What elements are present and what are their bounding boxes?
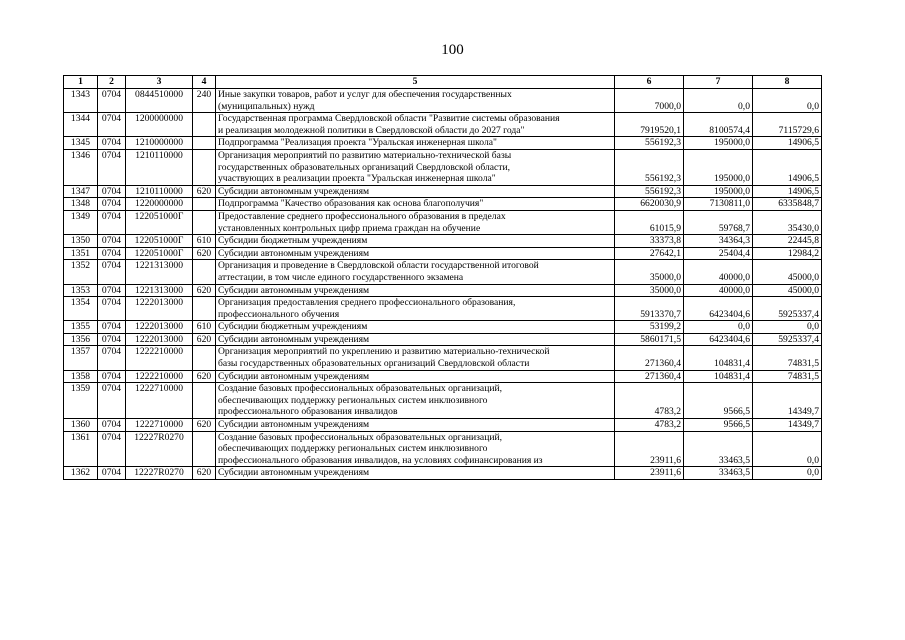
expense-type-cell — [193, 383, 216, 419]
amount-year1-cell: 23911,6 — [615, 431, 684, 467]
table-row — [64, 235, 822, 248]
header-cell: 6 — [615, 76, 684, 89]
amount-year1-cell: 7000,0 — [615, 89, 684, 113]
row-number-cell: 1358 — [64, 370, 98, 383]
amount-year2-cell: 33463,5 — [684, 431, 753, 467]
expense-type-cell: 620 — [193, 467, 216, 480]
row-number-cell: 1346 — [64, 149, 98, 185]
target-article-cell: 12227R0270 — [126, 431, 193, 467]
amount-year3-cell: 74831,5 — [753, 370, 822, 383]
amount-year2-cell: 8100574,4 — [684, 113, 753, 137]
amount-year1-cell: 33373,8 — [615, 235, 684, 248]
target-article-cell: 1222710000 — [126, 419, 193, 432]
table-row — [64, 198, 822, 211]
expense-type-cell: 620 — [193, 247, 216, 260]
section-code-cell: 0704 — [98, 431, 126, 467]
table-row — [64, 89, 822, 113]
expense-type-cell: 620 — [193, 185, 216, 198]
expense-type-cell: 620 — [193, 419, 216, 432]
expense-type-cell: 620 — [193, 333, 216, 346]
row-number-cell: 1345 — [64, 137, 98, 150]
section-code-cell: 0704 — [98, 149, 126, 185]
section-code-cell: 0704 — [98, 113, 126, 137]
header-cell: 5 — [216, 76, 615, 89]
target-article-cell: 122051000Г — [126, 235, 193, 248]
amount-year1-cell: 556192,3 — [615, 137, 684, 150]
header-row — [64, 76, 822, 89]
target-article-cell: 1222210000 — [126, 370, 193, 383]
target-article-cell: 1200000000 — [126, 113, 193, 137]
amount-year3-cell: 0,0 — [753, 321, 822, 334]
target-article-cell: 1221313000 — [126, 260, 193, 284]
amount-year2-cell: 6423404,6 — [684, 333, 753, 346]
amount-year3-cell: 35430,0 — [753, 210, 822, 234]
amount-year2-cell: 9566,5 — [684, 383, 753, 419]
amount-year3-cell: 12984,2 — [753, 247, 822, 260]
amount-year3-cell: 14349,7 — [753, 383, 822, 419]
table-row — [64, 137, 822, 150]
amount-year3-cell: 14906,5 — [753, 149, 822, 185]
table-row — [64, 431, 822, 467]
row-number-cell: 1348 — [64, 198, 98, 211]
amount-year3-cell: 6335848,7 — [753, 198, 822, 211]
row-number-cell: 1351 — [64, 247, 98, 260]
section-code-cell: 0704 — [98, 137, 126, 150]
amount-year1-cell: 5860171,5 — [615, 333, 684, 346]
amount-year3-cell: 5925337,4 — [753, 297, 822, 321]
amount-year2-cell: 6423404,6 — [684, 297, 753, 321]
description-cell: Субсидии автономным учреждениям — [216, 419, 615, 432]
section-code-cell: 0704 — [98, 247, 126, 260]
budget-table — [63, 75, 822, 480]
table-row — [64, 467, 822, 480]
section-code-cell: 0704 — [98, 198, 126, 211]
table-row — [64, 333, 822, 346]
expense-type-cell: 610 — [193, 235, 216, 248]
section-code-cell: 0704 — [98, 370, 126, 383]
row-number-cell: 1359 — [64, 383, 98, 419]
row-number-cell: 1356 — [64, 333, 98, 346]
amount-year2-cell: 59768,7 — [684, 210, 753, 234]
description-cell: Предоставление среднего профессионального образования в пределах установленных контрольных цифр приема граждан на обучение — [216, 210, 615, 234]
target-article-cell: 1210110000 — [126, 149, 193, 185]
description-cell: Создание базовых профессиональных образовательных организаций, обеспечивающих поддержку региональных систем инклюзивного профессионального образования инвалидов, на условиях софинансирования из — [216, 431, 615, 467]
target-article-cell: 1222013000 — [126, 297, 193, 321]
expense-type-cell — [193, 260, 216, 284]
amount-year1-cell: 4783,2 — [615, 419, 684, 432]
table-row — [64, 370, 822, 383]
table-row — [64, 247, 822, 260]
section-code-cell: 0704 — [98, 321, 126, 334]
section-code-cell: 0704 — [98, 383, 126, 419]
amount-year1-cell: 5913370,7 — [615, 297, 684, 321]
target-article-cell: 122051000Г — [126, 210, 193, 234]
row-number-cell: 1352 — [64, 260, 98, 284]
description-cell: Субсидии автономным учреждениям — [216, 284, 615, 297]
amount-year3-cell: 7115729,6 — [753, 113, 822, 137]
target-article-cell: 1220000000 — [126, 198, 193, 211]
description-cell: Субсидии автономным учреждениям — [216, 247, 615, 260]
expense-type-cell: 620 — [193, 370, 216, 383]
header-cell: 2 — [98, 76, 126, 89]
table-row — [64, 383, 822, 419]
description-cell: Организация предоставления среднего профессионального образования, профессионального обучения — [216, 297, 615, 321]
description-cell: Создание базовых профессиональных образовательных организаций, обеспечивающих поддержку региональных систем инклюзивного профессионального образования инвалидов — [216, 383, 615, 419]
description-cell: Субсидии автономным учреждениям — [216, 467, 615, 480]
amount-year1-cell: 4783,2 — [615, 383, 684, 419]
row-number-cell: 1354 — [64, 297, 98, 321]
description-cell: Субсидии бюджетным учреждениям — [216, 321, 615, 334]
amount-year3-cell: 45000,0 — [753, 284, 822, 297]
amount-year3-cell: 14906,5 — [753, 185, 822, 198]
amount-year2-cell: 40000,0 — [684, 260, 753, 284]
row-number-cell: 1349 — [64, 210, 98, 234]
amount-year3-cell: 22445,8 — [753, 235, 822, 248]
amount-year2-cell: 7130811,0 — [684, 198, 753, 211]
table-row — [64, 321, 822, 334]
section-code-cell: 0704 — [98, 333, 126, 346]
section-code-cell: 0704 — [98, 235, 126, 248]
section-code-cell: 0704 — [98, 297, 126, 321]
table-row — [64, 149, 822, 185]
target-article-cell: 0844510000 — [126, 89, 193, 113]
section-code-cell: 0704 — [98, 467, 126, 480]
target-article-cell: 1210000000 — [126, 137, 193, 150]
amount-year3-cell: 0,0 — [753, 431, 822, 467]
description-cell: Организация и проведение в Свердловской области государственной итоговой аттестации, в том числе единого государственного экзамена — [216, 260, 615, 284]
row-number-cell: 1347 — [64, 185, 98, 198]
section-code-cell: 0704 — [98, 346, 126, 370]
amount-year3-cell: 74831,5 — [753, 346, 822, 370]
table-row — [64, 419, 822, 432]
section-code-cell: 0704 — [98, 210, 126, 234]
amount-year3-cell: 0,0 — [753, 89, 822, 113]
expense-type-cell — [193, 113, 216, 137]
amount-year2-cell: 195000,0 — [684, 149, 753, 185]
expense-type-cell — [193, 198, 216, 211]
target-article-cell: 1222710000 — [126, 383, 193, 419]
amount-year3-cell: 0,0 — [753, 467, 822, 480]
row-number-cell: 1357 — [64, 346, 98, 370]
amount-year2-cell: 9566,5 — [684, 419, 753, 432]
header-cell: 7 — [684, 76, 753, 89]
section-code-cell: 0704 — [98, 284, 126, 297]
expense-type-cell — [193, 137, 216, 150]
description-cell: Субсидии автономным учреждениям — [216, 333, 615, 346]
description-cell: Подпрограмма "Качество образования как основа благополучия" — [216, 198, 615, 211]
table-body — [64, 89, 822, 480]
header-cell: 3 — [126, 76, 193, 89]
table-row — [64, 260, 822, 284]
amount-year3-cell: 14906,5 — [753, 137, 822, 150]
description-cell: Субсидии бюджетным учреждениям — [216, 235, 615, 248]
amount-year2-cell: 34364,3 — [684, 235, 753, 248]
amount-year2-cell: 195000,0 — [684, 185, 753, 198]
amount-year1-cell: 6620030,9 — [615, 198, 684, 211]
expense-type-cell — [193, 149, 216, 185]
section-code-cell: 0704 — [98, 260, 126, 284]
amount-year1-cell: 271360,4 — [615, 370, 684, 383]
row-number-cell: 1343 — [64, 89, 98, 113]
amount-year1-cell: 27642,1 — [615, 247, 684, 260]
header-cell: 1 — [64, 76, 98, 89]
amount-year3-cell: 14349,7 — [753, 419, 822, 432]
description-cell: Подпрограмма "Реализация проекта "Уральская инженерная школа" — [216, 137, 615, 150]
amount-year1-cell: 556192,3 — [615, 149, 684, 185]
target-article-cell: 1221313000 — [126, 284, 193, 297]
row-number-cell: 1360 — [64, 419, 98, 432]
description-cell: Организация мероприятий по укреплению и развитию материально-технической базы государственных образовательных организаций Свердловской области — [216, 346, 615, 370]
row-number-cell: 1355 — [64, 321, 98, 334]
expense-type-cell — [193, 210, 216, 234]
amount-year1-cell: 556192,3 — [615, 185, 684, 198]
expense-type-cell: 620 — [193, 284, 216, 297]
target-article-cell: 12227R0270 — [126, 467, 193, 480]
target-article-cell: 122051000Г — [126, 247, 193, 260]
table-row — [64, 346, 822, 370]
header-cell: 8 — [753, 76, 822, 89]
amount-year2-cell: 195000,0 — [684, 137, 753, 150]
description-cell: Субсидии автономным учреждениям — [216, 370, 615, 383]
description-cell: Субсидии автономным учреждениям — [216, 185, 615, 198]
table-row — [64, 210, 822, 234]
amount-year1-cell: 53199,2 — [615, 321, 684, 334]
amount-year2-cell: 33463,5 — [684, 467, 753, 480]
section-code-cell: 0704 — [98, 185, 126, 198]
description-cell: Государственная программа Свердловской области "Развитие системы образования и реализация молодежной политики в Свердловской области до 2027 года" — [216, 113, 615, 137]
amount-year2-cell: 0,0 — [684, 89, 753, 113]
expense-type-cell — [193, 346, 216, 370]
expense-type-cell — [193, 297, 216, 321]
description-cell: Организация мероприятий по развитию материально-технической базы государственных образовательных организаций Свердловской области, участвующих в реализации проекта "Уральская инженерная школа" — [216, 149, 615, 185]
target-article-cell: 1210110000 — [126, 185, 193, 198]
row-number-cell: 1361 — [64, 431, 98, 467]
table-row — [64, 113, 822, 137]
table-row — [64, 185, 822, 198]
table-row — [64, 284, 822, 297]
row-number-cell: 1353 — [64, 284, 98, 297]
amount-year2-cell: 104831,4 — [684, 346, 753, 370]
table-row — [64, 297, 822, 321]
amount-year1-cell: 23911,6 — [615, 467, 684, 480]
amount-year3-cell: 45000,0 — [753, 260, 822, 284]
amount-year1-cell: 35000,0 — [615, 260, 684, 284]
row-number-cell: 1350 — [64, 235, 98, 248]
expense-type-cell: 610 — [193, 321, 216, 334]
section-code-cell: 0704 — [98, 419, 126, 432]
row-number-cell: 1344 — [64, 113, 98, 137]
target-article-cell: 1222013000 — [126, 333, 193, 346]
amount-year2-cell: 0,0 — [684, 321, 753, 334]
amount-year1-cell: 7919520,1 — [615, 113, 684, 137]
section-code-cell: 0704 — [98, 89, 126, 113]
amount-year2-cell: 25404,4 — [684, 247, 753, 260]
expense-type-cell — [193, 431, 216, 467]
amount-year1-cell: 271360,4 — [615, 346, 684, 370]
page-number: 100 — [441, 42, 464, 58]
target-article-cell: 1222013000 — [126, 321, 193, 334]
expense-type-cell: 240 — [193, 89, 216, 113]
header-cell: 4 — [193, 76, 216, 89]
amount-year1-cell: 35000,0 — [615, 284, 684, 297]
amount-year3-cell: 5925337,4 — [753, 333, 822, 346]
amount-year2-cell: 40000,0 — [684, 284, 753, 297]
target-article-cell: 1222210000 — [126, 346, 193, 370]
description-cell: Иные закупки товаров, работ и услуг для обеспечения государственных (муниципальных) нужд — [216, 89, 615, 113]
amount-year2-cell: 104831,4 — [684, 370, 753, 383]
row-number-cell: 1362 — [64, 467, 98, 480]
amount-year1-cell: 61015,9 — [615, 210, 684, 234]
